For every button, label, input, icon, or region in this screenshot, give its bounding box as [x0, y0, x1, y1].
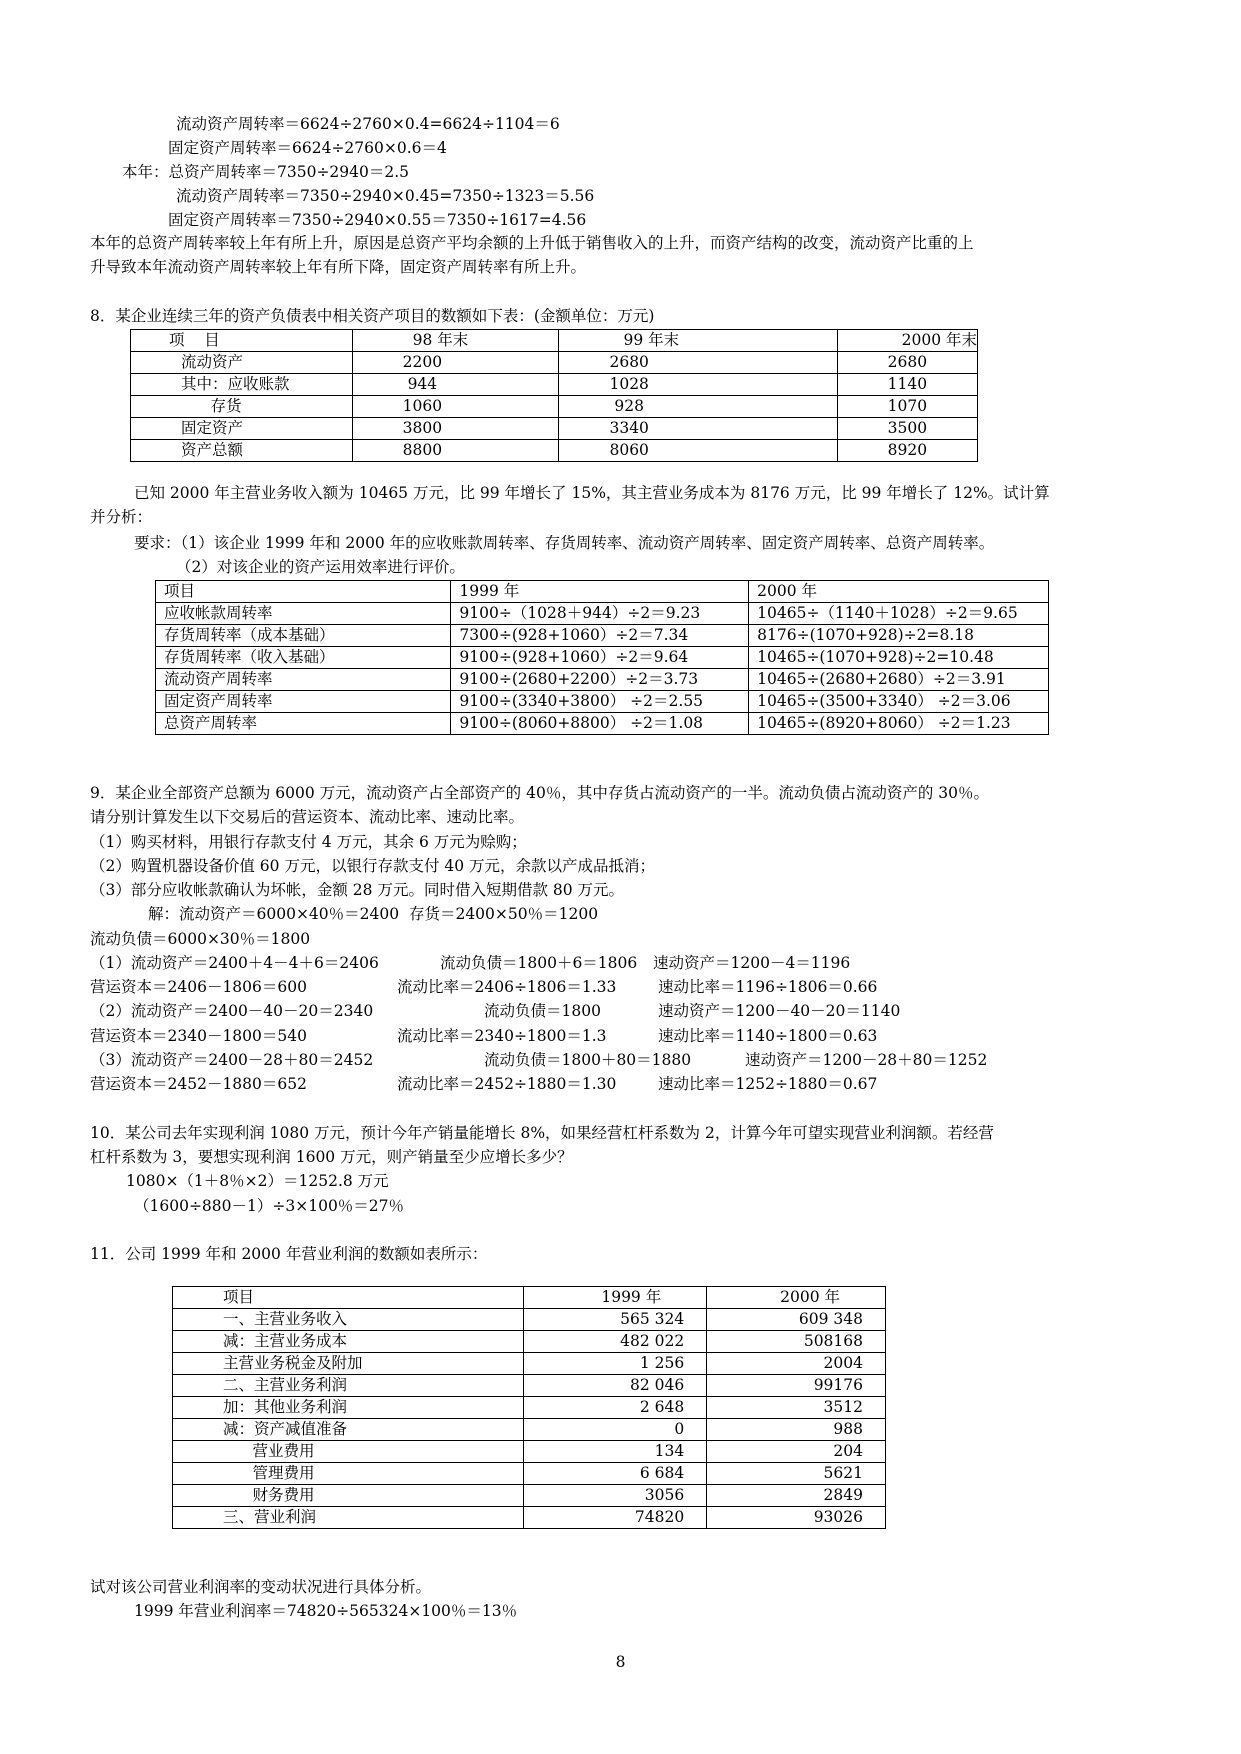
table-row	[156, 603, 1049, 625]
table-cell: 2849	[707, 1485, 886, 1507]
table-cell: 1 256	[524, 1353, 707, 1375]
text-line: 固定资产周转率＝6624÷2760×0.6＝4	[168, 139, 447, 157]
asset-table	[130, 329, 978, 462]
text-line: 试对该公司营业利润率的变动状况进行具体分析。	[90, 1578, 432, 1596]
table-row	[156, 691, 1049, 713]
text-line: 并分析：	[90, 508, 153, 526]
calc-segment: 速动比率＝1140÷1800＝0.63	[658, 1027, 878, 1045]
table-cell: 3340	[559, 418, 837, 440]
table-cell: 10465÷（1140＋1028）÷2＝9.65	[749, 603, 1049, 625]
table-cell: 8176÷(1070+928)÷2=8.18	[749, 625, 1049, 647]
table-cell: 固定资产	[131, 418, 353, 440]
question-10-heading: 10．某公司去年实现利润 1080 万元，预计今年产销量能增长 8%，如果经营杠杆系数为 2，计算今年可望实现营业利润额。若经营	[90, 1124, 994, 1142]
table-header-cell: 2000 年末	[837, 330, 977, 352]
calc-segment: 流动负债＝1800＋6＝1806	[440, 954, 638, 972]
table-cell: 流动资产周转率	[156, 669, 451, 691]
calc-segment: （3）流动资产＝2400－28＋80＝2452	[90, 1051, 374, 1069]
table-cell: 存货周转率（收入基础）	[156, 647, 451, 669]
question-11-heading: 11．公司 1999 年和 2000 年营业利润的数额如表所示：	[90, 1245, 488, 1263]
table-cell: 存货周转率（成本基础）	[156, 625, 451, 647]
calc-segment: 流动比率＝2340÷1800＝1.3	[397, 1027, 607, 1045]
calc-segment: 流动比率＝2452÷1880＝1.30	[397, 1075, 617, 1093]
table-cell: 一、主营业务收入	[173, 1309, 524, 1331]
table-cell: 9100÷(2680+2200）÷2＝3.73	[451, 669, 749, 691]
table-cell: 9100÷(8060+8800） ÷2＝1.08	[451, 713, 749, 735]
table-cell: 固定资产周转率	[156, 691, 451, 713]
table-cell: 928	[559, 396, 837, 418]
table-cell: 总资产周转率	[156, 713, 451, 735]
table-cell: 2680	[559, 352, 837, 374]
table-row	[173, 1375, 886, 1397]
text-line: （2）购置机器设备价值 60 万元，以银行存款支付 40 万元，余款以产成品抵消；	[90, 857, 656, 875]
table-cell: 营业费用	[173, 1441, 524, 1463]
table-cell: 10465÷(2680+2680）÷2＝3.91	[749, 669, 1049, 691]
table-cell: 2004	[707, 1353, 886, 1375]
table-header-cell: 项目	[173, 1287, 524, 1309]
text-line: 本年：总资产周转率＝7350÷2940＝2.5	[122, 163, 410, 181]
table-cell: 204	[707, 1441, 886, 1463]
calc-segment: （2）流动资产＝2400－40－20＝2340	[90, 1002, 374, 1020]
table-row	[156, 625, 1049, 647]
table-row	[173, 1309, 886, 1331]
table-row	[173, 1419, 886, 1441]
table-cell: 9100÷(928+1060）÷2＝9.64	[451, 647, 749, 669]
table-cell: 10465÷(3500+3340） ÷2＝3.06	[749, 691, 1049, 713]
table-row	[156, 647, 1049, 669]
table-cell: 2200	[352, 352, 559, 374]
text-line: 升导致本年流动资产周转率较上年有所下降，固定资产周转率有所上升。	[90, 258, 587, 276]
text-line: 解：流动资产＝6000×40％＝2400 存货＝2400×50％＝1200	[148, 905, 599, 923]
table-cell: 565 324	[524, 1309, 707, 1331]
text-line: 本年的总资产周转率较上年有所上升，原因是总资产平均余额的上升低于销售收入的上升，而资产结构的改变，流动资产比重的上	[90, 234, 974, 252]
table-cell: 3800	[352, 418, 559, 440]
table-cell: 8920	[837, 440, 977, 462]
calc-segment: 流动比率＝2406÷1806＝1.33	[397, 978, 617, 996]
table-cell: 1060	[352, 396, 559, 418]
table-cell: 主营业务税金及附加	[173, 1353, 524, 1375]
table-cell: 0	[524, 1419, 707, 1441]
table-cell: 8060	[559, 440, 837, 462]
text-line: （2）对该企业的资产运用效率进行评价。	[176, 558, 465, 576]
table-row	[156, 713, 1049, 735]
table-row	[156, 669, 1049, 691]
table-header-cell: 98 年末	[352, 330, 559, 352]
text-line: 已知 2000 年主营业务收入额为 10465 万元，比 99 年增长了 15%，其主营业务成本为 8176 万元，比 99 年增长了 12%。试计算	[134, 484, 1050, 502]
table-header-row	[131, 330, 978, 352]
table-cell: 134	[524, 1441, 707, 1463]
text-line: 杠杆系数为 3，要想实现利润 1600 万元，则产销量至少应增长多少？	[90, 1148, 573, 1166]
text-line: （1）购买材料，用银行存款支付 4 万元，其余 6 万元为赊购；	[90, 833, 527, 851]
table-cell: 减：资产减值准备	[173, 1419, 524, 1441]
table-cell: 944	[352, 374, 559, 396]
table-cell: 流动资产	[131, 352, 353, 374]
table-row	[173, 1331, 886, 1353]
table-cell: 74820	[524, 1507, 707, 1529]
text-line: （1600÷880－1）÷3×100％＝27％	[134, 1197, 405, 1215]
table-cell: 财务费用	[173, 1485, 524, 1507]
table-cell: 99176	[707, 1375, 886, 1397]
text-line: 请分别计算发生以下交易后的营运资本、流动比率、速动比率。	[90, 808, 525, 826]
table-cell: 管理费用	[173, 1463, 524, 1485]
table-row	[131, 374, 978, 396]
profit-table	[172, 1286, 886, 1529]
table-cell: 9100÷(3340+3800） ÷2＝2.55	[451, 691, 749, 713]
table-cell: 1070	[837, 396, 977, 418]
text-line: 流动负债＝6000×30％＝1800	[90, 930, 311, 948]
table-cell: 存货	[131, 396, 353, 418]
text-line: 1080×（1＋8％×2）＝1252.8 万元	[126, 1172, 389, 1190]
table-cell: 1140	[837, 374, 977, 396]
table-cell: 减：主营业务成本	[173, 1331, 524, 1353]
text-line: 固定资产周转率＝7350÷2940×0.55＝7350÷1617=4.56	[168, 211, 587, 229]
calc-segment: （1）流动资产＝2400＋4－4＋6＝2406	[90, 954, 379, 972]
table-cell: 2680	[837, 352, 977, 374]
calc-segment: 速动比率＝1196÷1806＝0.66	[658, 978, 878, 996]
table-header-row	[173, 1287, 886, 1309]
calc-segment: 速动资产＝1200－40－20＝1140	[658, 1002, 901, 1020]
table-cell: 10465÷(8920+8060） ÷2＝1.23	[749, 713, 1049, 735]
table-cell: 加：其他业务利润	[173, 1397, 524, 1419]
table-header-cell: 1999 年	[524, 1287, 707, 1309]
page-number: 8	[615, 1653, 626, 1671]
table-header-row	[156, 581, 1049, 603]
calc-segment: 流动负债＝1800	[484, 1002, 601, 1020]
table-row	[173, 1485, 886, 1507]
table-header-cell: 项 目	[131, 330, 353, 352]
table-cell: 应收帐款周转率	[156, 603, 451, 625]
table-row	[173, 1463, 886, 1485]
calc-segment: 速动资产＝1200－4＝1196	[653, 954, 851, 972]
table-cell: 482 022	[524, 1331, 707, 1353]
table-header-cell: 项目	[156, 581, 451, 603]
calc-segment: 营运资本＝2340－1800＝540	[90, 1027, 307, 1045]
table-row	[131, 352, 978, 374]
table-row	[131, 418, 978, 440]
table-cell: 3512	[707, 1397, 886, 1419]
table-row	[131, 440, 978, 462]
text-line: 1999 年营业利润率＝74820÷565324×100％＝13％	[134, 1602, 518, 1620]
table-cell: 3500	[837, 418, 977, 440]
table-cell: 2 648	[524, 1397, 707, 1419]
text-line: 要求：（1）该企业 1999 年和 2000 年的应收账款周转率、存货周转率、流动资产周转率、固定资产周转率、总资产周转率。	[134, 534, 995, 552]
table-cell: 资产总额	[131, 440, 353, 462]
calc-segment: 速动比率＝1252÷1880＝0.67	[658, 1075, 878, 1093]
text-line: （3）部分应收帐款确认为坏帐，金额 28 万元。同时借入短期借款 80 万元。	[90, 881, 625, 899]
text-line: 流动资产周转率＝7350÷2940×0.45=7350÷1323＝5.56	[176, 187, 595, 205]
table-cell: 508168	[707, 1331, 886, 1353]
table-cell: 6 684	[524, 1463, 707, 1485]
table-row	[131, 396, 978, 418]
table-cell: 三、营业利润	[173, 1507, 524, 1529]
table-cell: 609 348	[707, 1309, 886, 1331]
table-row	[173, 1507, 886, 1529]
calc-segment: 营运资本＝2406－1806＝600	[90, 978, 307, 996]
table-cell: 93026	[707, 1507, 886, 1529]
turnover-table	[155, 580, 1049, 735]
table-header-cell: 1999 年	[451, 581, 749, 603]
table-cell: 3056	[524, 1485, 707, 1507]
table-cell: 10465÷(1070+928)÷2=10.48	[749, 647, 1049, 669]
calc-segment: 流动负债＝1800＋80＝1880	[484, 1051, 692, 1069]
table-header-cell: 2000 年	[707, 1287, 886, 1309]
calc-segment: 速动资产＝1200－28＋80＝1252	[745, 1051, 988, 1069]
table-cell: 9100÷（1028＋944）÷2＝9.23	[451, 603, 749, 625]
question-8-heading: 8．某企业连续三年的资产负债表中相关资产项目的数额如下表：(金额单位：万元)	[90, 307, 655, 325]
table-header-cell: 2000 年	[749, 581, 1049, 603]
table-row	[173, 1397, 886, 1419]
table-row	[173, 1441, 886, 1463]
table-cell: 其中：应收账款	[131, 374, 353, 396]
table-cell: 82 046	[524, 1375, 707, 1397]
table-cell: 二、主营业务利润	[173, 1375, 524, 1397]
table-cell: 5621	[707, 1463, 886, 1485]
table-cell: 7300÷(928+1060）÷2＝7.34	[451, 625, 749, 647]
table-cell: 1028	[559, 374, 837, 396]
table-row	[173, 1353, 886, 1375]
calc-segment: 营运资本＝2452－1880＝652	[90, 1075, 307, 1093]
table-header-cell: 99 年末	[559, 330, 837, 352]
question-9-heading: 9．某企业全部资产总额为 6000 万元，流动资产占全部资产的 40％，其中存货占流动资产的一半。流动负债占流动资产的 30％。	[90, 784, 989, 802]
table-cell: 988	[707, 1419, 886, 1441]
table-cell: 8800	[352, 440, 559, 462]
text-line: 流动资产周转率＝6624÷2760×0.4=6624÷1104＝6	[176, 115, 560, 133]
